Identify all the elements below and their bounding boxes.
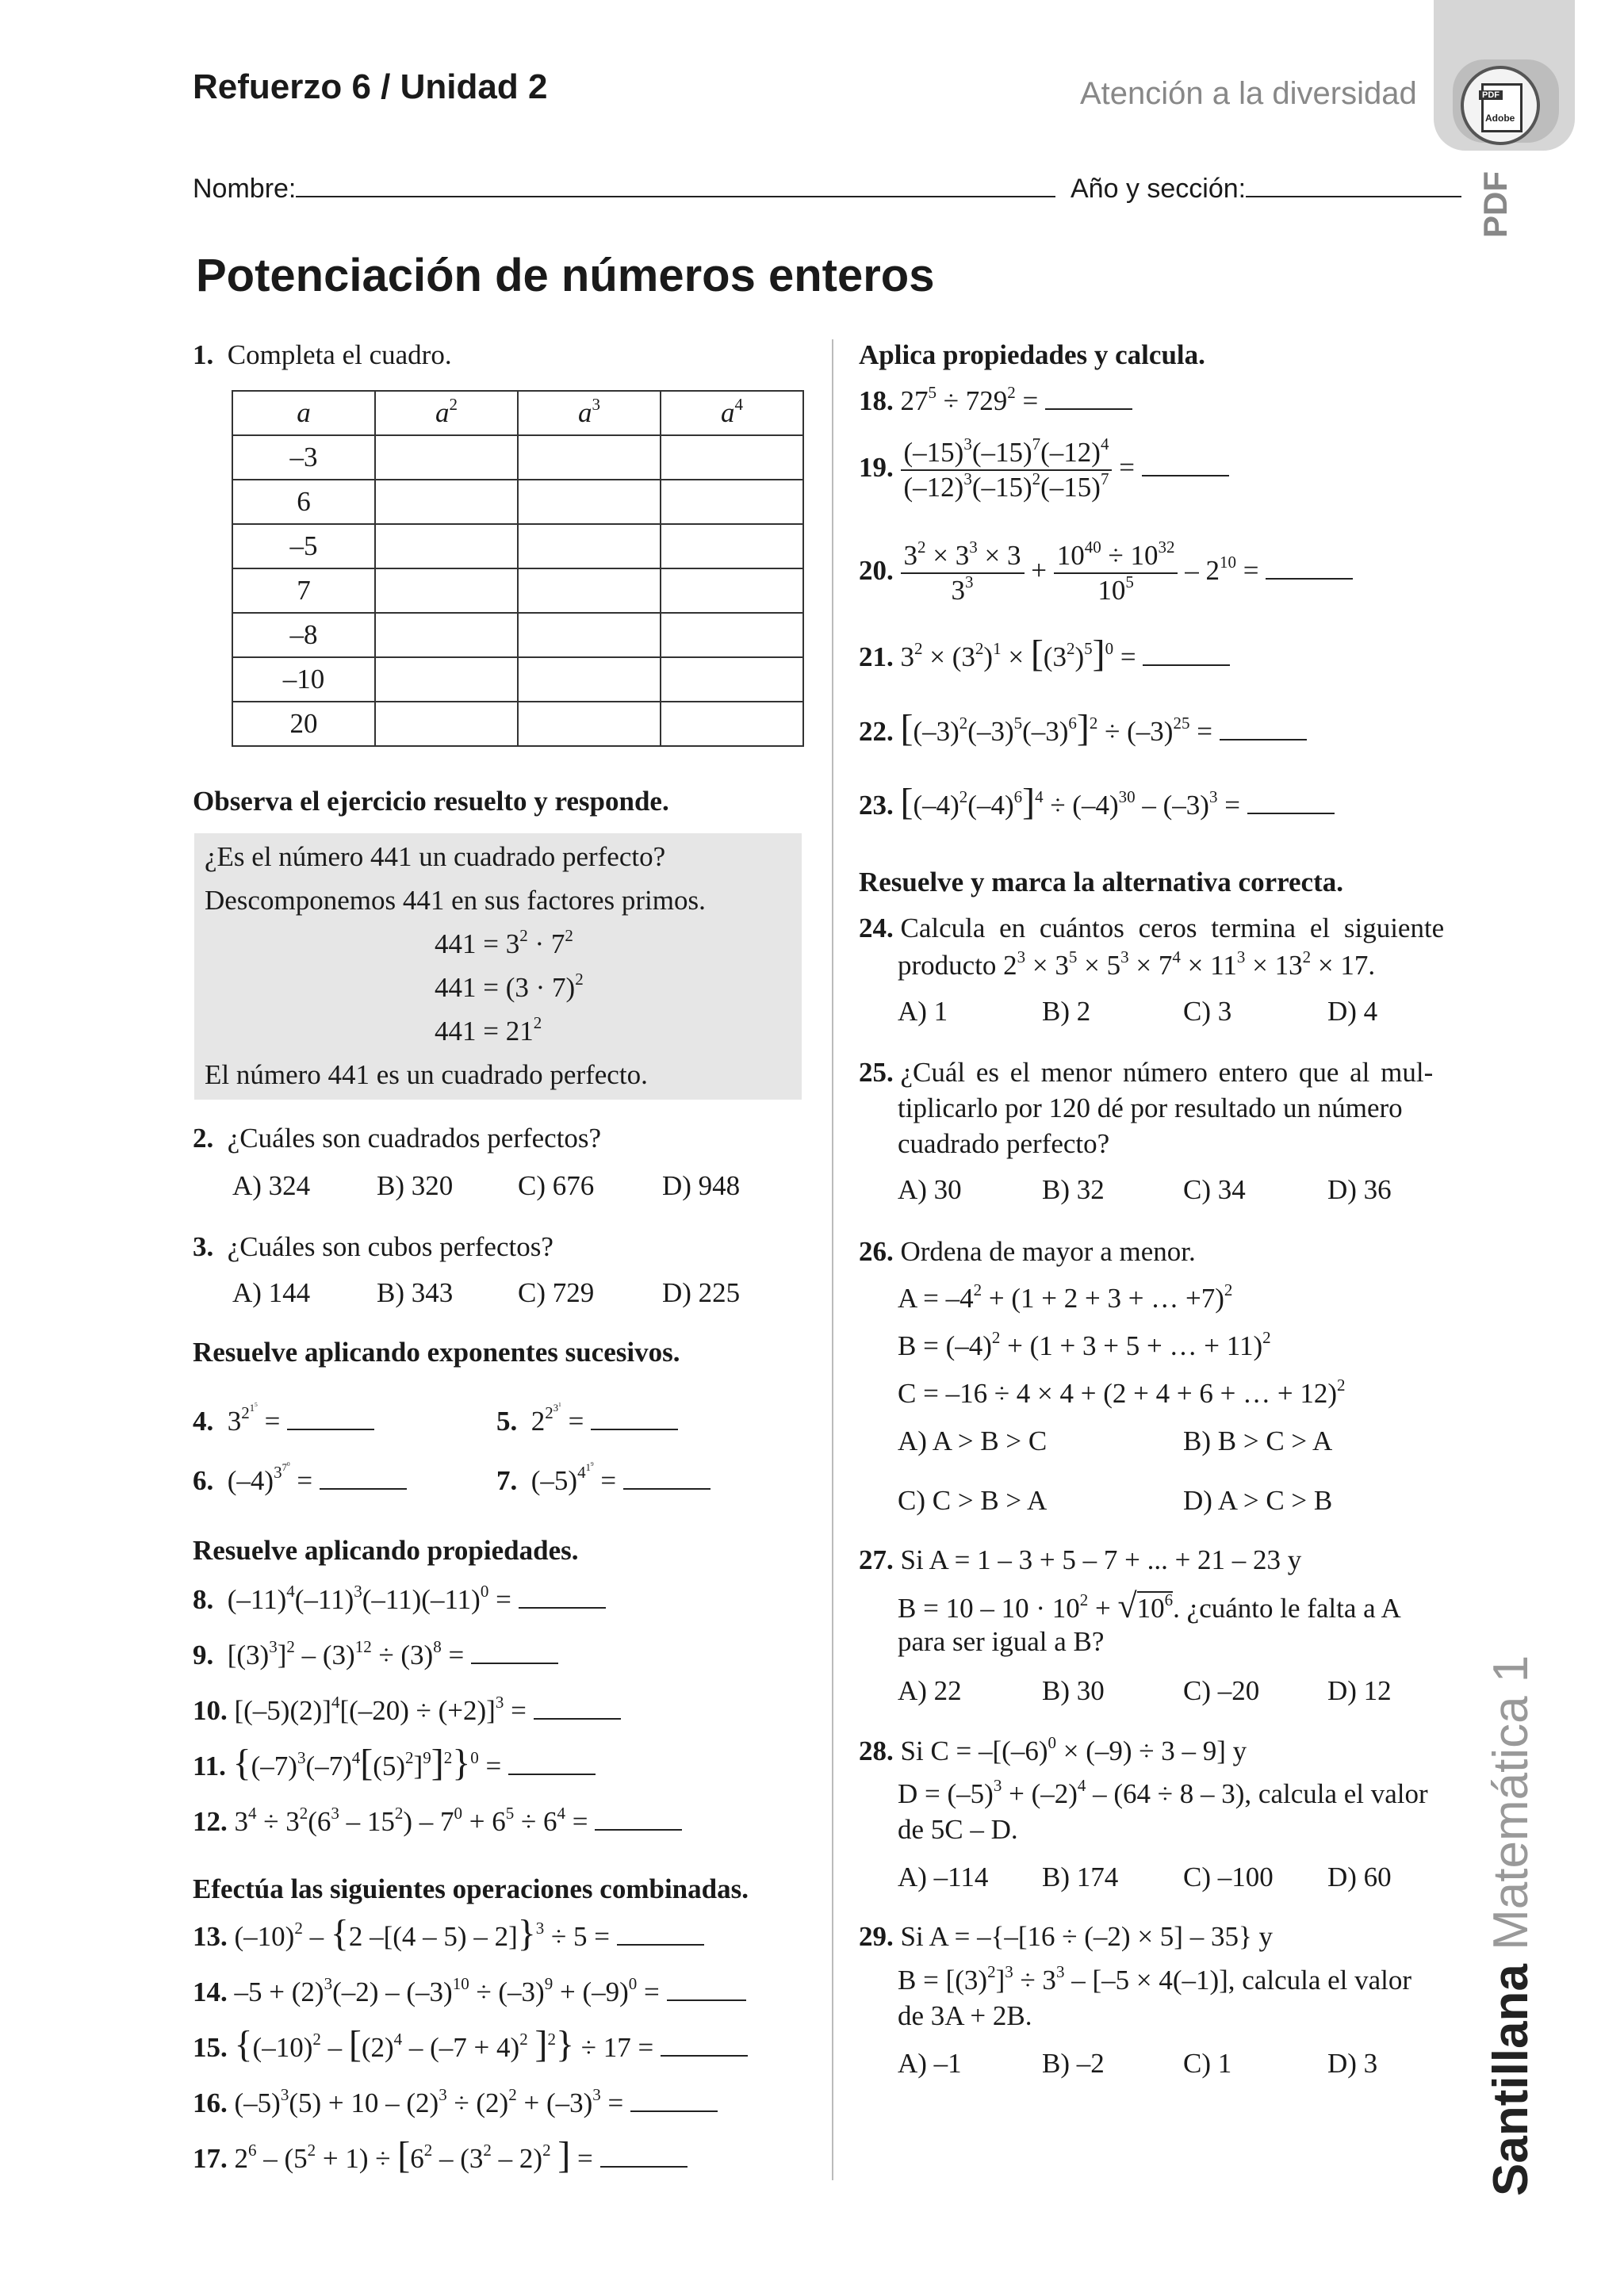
q5: 5. $2^{2^{3^1}}$ =	[496, 1403, 678, 1440]
q26-options-row-1: A) A > B > C B) B > C > A	[898, 1425, 1333, 1456]
q25-line-3: cuadrado perfecto?	[898, 1128, 1110, 1159]
brand-logo	[1483, 1655, 1539, 2196]
q24-line-1: 24. Calcula en cuántos ceros termina el siguiente	[859, 913, 1445, 943]
example-line-2: Descomponemos 441 en sus factores primos.	[205, 885, 706, 916]
section-alternatives: Resuelve y marca la alternativa correcta.	[859, 867, 1343, 897]
q11: 11. $\{(-7)^3(-7)^4[(5)^2]^9]^2\}^0$ =	[193, 1748, 596, 1785]
q23: 23. $[(-4)^2(-4)^6]^4 \div (-4)^{30} - (-3)^3$ =	[859, 787, 1335, 824]
seccion-blank[interactable]	[1246, 172, 1461, 197]
brand-light: Matemática 1	[1484, 1655, 1538, 1950]
q15: 15. {$(-10)^2 - [(2)^4 - (-7 + 4)^2$ ]$^2$} ÷ 17 =	[193, 2030, 748, 2066]
q12: 12. $3^4 \div 3^2(6^3 - 15^2) - 7^0 + 6^5 \div 6^4$ =	[193, 1804, 682, 1840]
worksheet-title: Refuerzo 6 / Unidad 2	[193, 67, 548, 106]
q2-option-c[interactable]: C) 676	[518, 1170, 595, 1201]
q2-option-d[interactable]: D) 948	[662, 1170, 741, 1201]
table-row: –8	[232, 613, 803, 657]
q28-line-3: de 5C – D.	[898, 1814, 1018, 1845]
q27-line-1: 27. Si A = 1 – 3 + 5 – 7 + ... + 21 – 23 y	[859, 1544, 1302, 1575]
q24-options: A) 1 B) 2 C) 3 D) 4	[898, 996, 1378, 1027]
header-a3: $a^3$	[518, 391, 661, 435]
table-row: 6	[232, 480, 803, 524]
q18: 18. $27^5 \div 729^2$ =	[859, 383, 1132, 419]
q26-b: $B = (-4)^2 + (1 + 3 + 5$ + … + 11)$^2$	[898, 1328, 1271, 1361]
q17: 17. $2^6 - (5^2 + 1) \div [6^2 - (3^2 - 2)^2$ ] =	[193, 2141, 688, 2177]
q29-line-1: 29. Si A = –{–[16 ÷ (–2) × 5] – 35} y	[859, 1921, 1274, 1952]
example-line-6: El número 441 es un cuadrado perfecto.	[205, 1059, 648, 1090]
example-heading: Observa el ejercicio resuelto y responde.	[193, 786, 669, 817]
q27-line-2: $B = 10 - 10 \cdot 10^2 + √10^6$. ¿cuánto le falta a A	[898, 1586, 1401, 1625]
q24-line-2: producto $2^3 \times 3^5 \times 5^3 \times 7^4 \times 11^3 \times 13^2 \times 17$.	[898, 947, 1376, 981]
q28-line-2: $D = (-5)^3 + (-2)^4 - (64 \div 8 - 3)$, calcula el valor	[898, 1776, 1428, 1809]
q25-line-2: tiplicarlo por 120 dé por resultado un número	[898, 1093, 1403, 1123]
section-combined: Efectúa las siguientes operaciones combinadas.	[193, 1873, 749, 1904]
pdf-document-icon	[1481, 83, 1522, 132]
example-line-3: $441 = 3^2 \cdot 7^2$	[435, 926, 573, 959]
q29-options: A) –1 B) –2 C) 1 D) 3	[898, 2048, 1378, 2079]
q25-line-1: 25. ¿Cuál es el menor número entero que al mul-	[859, 1057, 1434, 1088]
q3-options	[232, 1275, 740, 1311]
side-pdf-label: PDF	[1477, 171, 1514, 238]
nombre-field	[193, 170, 1055, 207]
q3-option-b[interactable]: B) 343	[377, 1277, 454, 1308]
q26-c: C = –16 ÷ 4 × 4 + (2 + 4 + 6 + … + 12)$^2$	[898, 1376, 1346, 1409]
table-row: –3	[232, 435, 803, 480]
pdf-badge-label: PDF	[1479, 90, 1503, 100]
nombre-blank[interactable]	[296, 172, 1055, 197]
q25-options: A) 30 B) 32 C) 34 D) 36	[898, 1174, 1392, 1205]
q27-line-3: para ser igual a B?	[898, 1626, 1105, 1657]
q19: 19. $\frac{(-15)^3(-15)^7(-12)^4}{(-12)^3(-15)^2(-15)^7}$ =	[859, 436, 1229, 504]
q26-options-row-2: C) C > B > A D) A > C > B	[898, 1485, 1333, 1516]
table-row: 7	[232, 568, 803, 613]
brand-bold: Santillana	[1484, 1964, 1538, 2196]
header-a4: $a^4$	[661, 391, 803, 435]
example-line-1: ¿Es el número 441 un cuadrado perfecto?	[205, 841, 666, 872]
q1-text: Completa el cuadro.	[227, 339, 452, 370]
q14: 14. $-5 + (2)^3(-2) - (-3)^{10} \div (-3)^9 + (-9)^0$ =	[193, 1974, 746, 2011]
q2-options	[232, 1168, 740, 1204]
q2: 2. ¿Cuáles son cuadrados perfectos?	[193, 1123, 602, 1154]
q27-options: A) 22 B) 30 C) –20 D) 12	[898, 1675, 1392, 1706]
q21: 21. $3^2 \times (3^2)^1 \times [(3^2)^5]^0$ =	[859, 639, 1230, 675]
seccion-field	[1071, 170, 1461, 207]
powers-table	[232, 390, 804, 747]
section-exponents: Resuelve aplicando exponentes sucesivos.	[193, 1337, 680, 1368]
q16: 16. $(-5)^3(5) + 10 - (2)^3 \div (2)^2 + (-3)^3$ =	[193, 2085, 718, 2122]
pdf-icon[interactable]	[1461, 66, 1540, 145]
q22: 22. $[(-3)^2(-3)^5(-3)^6]^2 \div (-3)^{25}$ =	[859, 714, 1307, 750]
q2-option-a[interactable]: A) 324	[232, 1170, 311, 1201]
q1	[193, 337, 452, 373]
q4: 4. $3^{2^{1^5}}$ =	[193, 1403, 374, 1440]
table-row: 20	[232, 702, 803, 746]
page-title: Potenciación de números enteros	[196, 250, 935, 301]
header-a2: $a^2$	[375, 391, 518, 435]
example-line-4: $441 = (3 \cdot 7)^2$	[435, 970, 584, 1003]
table-row: –5	[232, 524, 803, 568]
q20: 20. $\frac{3^2 \times 3^3 \times 3}{3^3}$ + $\frac{10^{40} \div 10^{32}}{10^5}$ – $2^{10}$ =	[859, 539, 1353, 607]
worksheet-subtitle: Atención a la diversidad	[1080, 76, 1417, 111]
q29-line-3: de 3A + 2B.	[898, 2000, 1032, 2031]
q6: 6. $(-4)^{3^{7^0}}$ =	[193, 1463, 407, 1499]
q28-line-1: 28. Si $C = -[(-6)^0 \times (-9) \div 3 - 9]$ y	[859, 1733, 1247, 1766]
header-a: a	[232, 391, 375, 435]
q3-option-a[interactable]: A) 144	[232, 1277, 311, 1308]
q13: 13. $(-10)^2 - \{2$ –[(4 – 5) – 2]}$^3$ ÷ 5 =	[193, 1919, 704, 1955]
table-header-row	[232, 391, 803, 435]
section-apply: Aplica propiedades y calcula.	[859, 339, 1205, 370]
q10: 10. $[(-5)(2)]^4[(-20) \div (+2)]^3$ =	[193, 1693, 621, 1729]
q8: 8. $(-11)^4(-11)^3(-11)(-11)^0$ =	[193, 1582, 606, 1618]
q9: 9. $[(3)^3]^2 - (3)^{12} \div (3)^8$ =	[193, 1637, 558, 1674]
q29-line-2: $B = [(3)^2]^3 \div 3^3 - [-5 \times 4(-1)]$, calcula el valor	[898, 1962, 1412, 1996]
adobe-label: Adobe	[1485, 113, 1515, 124]
q7: 7. $(-5)^{4^{1^9}}$ =	[496, 1463, 710, 1499]
column-divider	[832, 339, 833, 2180]
nombre-label: Nombre:	[193, 174, 297, 204]
table-row: –10	[232, 657, 803, 702]
q2-option-b[interactable]: B) 320	[377, 1170, 454, 1201]
q3: 3. ¿Cuáles son cubos perfectos?	[193, 1231, 553, 1262]
q3-option-c[interactable]: C) 729	[518, 1277, 595, 1308]
q26: 26. Ordena de mayor a menor.	[859, 1236, 1196, 1267]
section-properties: Resuelve aplicando propiedades.	[193, 1535, 579, 1566]
q28-options: A) –114 B) 174 C) –100 D) 60	[898, 1862, 1392, 1892]
q1-number: 1.	[193, 339, 214, 370]
seccion-label: Año y sección:	[1071, 174, 1247, 204]
q3-option-d[interactable]: D) 225	[662, 1277, 741, 1308]
q26-a: $A = -4^2 + (1 + 2 + 3$ + … +7)$^2$	[898, 1280, 1233, 1314]
example-line-5: $441 = 21^2$	[435, 1013, 542, 1047]
